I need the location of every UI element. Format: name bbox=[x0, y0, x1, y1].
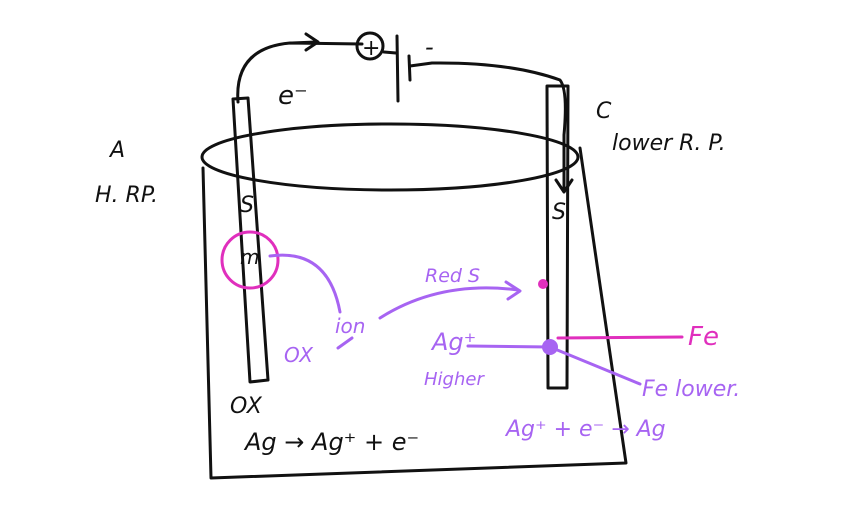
cathode-letter: C bbox=[596, 99, 612, 124]
fe-connector-line bbox=[558, 337, 682, 338]
ox-bottom-label: OX bbox=[230, 394, 262, 419]
cathode-strip-s-label: S bbox=[552, 200, 566, 225]
anode-strip-mark: m bbox=[240, 245, 260, 269]
battery-minus-sign: - bbox=[425, 33, 434, 61]
ion-path-arrow bbox=[380, 288, 518, 318]
purple-annotations bbox=[270, 255, 740, 442]
fe-label: Fe bbox=[688, 322, 719, 352]
ion-note: ion bbox=[335, 314, 366, 338]
fe-lower-label: Fe lower. bbox=[642, 377, 741, 402]
ox-tick-mark bbox=[338, 338, 352, 348]
red-note: Red S bbox=[425, 265, 481, 287]
wire-arrow-top bbox=[292, 34, 318, 50]
battery-short-plate bbox=[409, 56, 410, 80]
higher-note: Higher bbox=[424, 369, 484, 390]
electron-flow-label: e⁻ bbox=[278, 81, 308, 111]
wire-right bbox=[410, 63, 565, 190]
anode-rp-label: H. RP. bbox=[95, 183, 159, 208]
pink-annotations bbox=[558, 322, 719, 352]
cathode-deposit-dot bbox=[538, 279, 548, 289]
ion-connector bbox=[270, 255, 340, 312]
battery-long-plate bbox=[397, 36, 398, 101]
anode-strip-s-label: S bbox=[240, 193, 254, 218]
anode-reaction: Ag → Ag⁺ + e⁻ bbox=[245, 428, 420, 456]
cathode-reaction: Ag⁺ + e⁻ → Ag bbox=[506, 417, 666, 442]
external-circuit bbox=[238, 33, 572, 192]
ag-ion-note: Ag⁺ bbox=[432, 328, 477, 356]
ox-note: OX bbox=[284, 343, 313, 367]
beaker-rim bbox=[202, 124, 578, 190]
wire-to-battery bbox=[384, 52, 396, 53]
anode-strip bbox=[233, 98, 268, 382]
anode-letter: A bbox=[110, 138, 126, 163]
battery-plus-sign: + bbox=[362, 36, 381, 61]
cathode-rp-label: lower R. P. bbox=[612, 131, 726, 156]
